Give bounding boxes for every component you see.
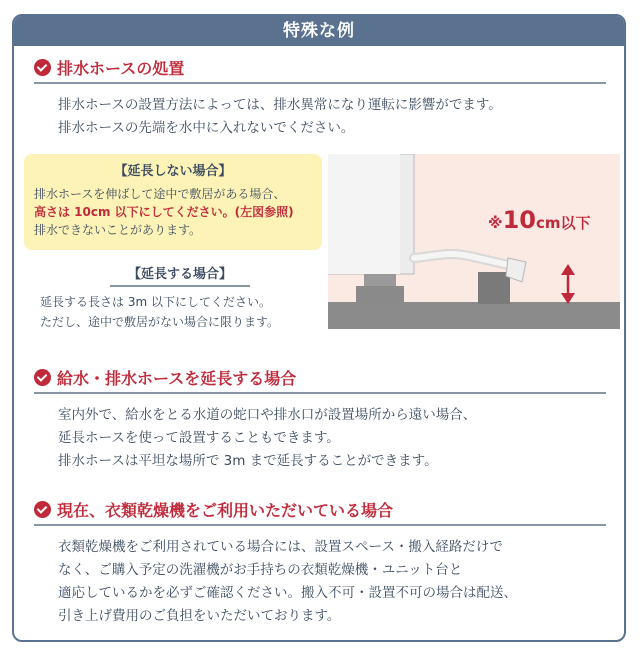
extend-title: 【延長する場合】: [110, 263, 250, 287]
washer-panel: [328, 154, 400, 274]
no-extend-note: [24, 154, 322, 250]
text-line: 室内外で、給水をとる水道の蛇口や排水口が設置場所から遠い場合、: [58, 407, 477, 423]
check-circle-icon: [34, 369, 51, 386]
no-extend-warning: 高さは 10cm 以下にしてください。(左図参照): [34, 205, 294, 219]
section-drain-hose-text: [58, 94, 618, 140]
special-cases-panel: [12, 14, 626, 642]
text-line: 排水ホースの先端を水中に入れないでください。: [58, 120, 355, 136]
extend-line: 延長する長さは 3m 以下にしてください。: [40, 295, 271, 309]
text-line: 衣類乾燥機をご利用されている場合には、設置スペース・搬入経路だけで: [58, 539, 503, 555]
no-extend-line: 排水ホースを伸ばして途中で敷居がある場合、: [34, 187, 286, 201]
section-drain-hose-title: [34, 56, 606, 84]
extend-line: ただし、途中で敷居がない場合に限ります。: [40, 315, 280, 329]
washer-hose-drawing: [328, 154, 620, 329]
drain-hose-illustration: [328, 154, 620, 329]
floor: [328, 302, 620, 329]
threshold-step: [478, 272, 510, 304]
check-circle-icon: [34, 59, 51, 76]
text-line: 排水ホースの設置方法によっては、排水異常になり運転に影響がでます。: [58, 97, 502, 113]
no-extend-title: 【延長しない場合】: [114, 164, 232, 179]
section-hose-extension-text: [58, 404, 618, 473]
washer-foot: [364, 274, 396, 286]
text-line: 適応しているかを必ずご確認ください。搬入不可・設置不可の場合は配送、: [58, 585, 517, 601]
section-title-text: 給水・排水ホースを延長する場合: [57, 368, 297, 388]
text-line: 排水ホースは平坦な場所で 3m まで延長することができます。: [58, 453, 438, 469]
text-line: 延長ホースを使って設置することもできます。: [58, 430, 340, 446]
height-limit-label: ※10cm以下: [488, 206, 591, 234]
panel-header: 特殊な例: [14, 16, 624, 46]
extend-text: [40, 292, 279, 332]
check-circle-icon: [34, 501, 51, 518]
section-title-text: 現在、衣類乾燥機をご利用いただいている場合: [57, 500, 394, 520]
washer-base: [356, 286, 404, 302]
text-line: なく、ご購入予定の洗濯機がお手持ちの衣類乾燥機・ユニット台と: [58, 562, 463, 578]
no-extend-line: 排水できないことがあります。: [34, 223, 202, 237]
section-title-text: 排水ホースの処置: [57, 58, 185, 78]
section-dryer-text: [58, 536, 618, 628]
text-line: 引き上げ費用のご負担をいただいております。: [58, 608, 341, 624]
section-hose-extension-title: [34, 366, 606, 394]
section-dryer-title: [34, 498, 606, 526]
